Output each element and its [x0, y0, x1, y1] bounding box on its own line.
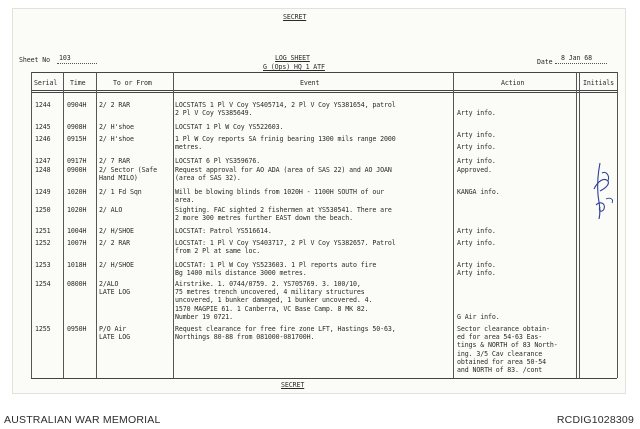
col-rule-action-2 — [579, 72, 580, 378]
event-cell-line: from 2 Pl at same loc. — [175, 247, 261, 256]
from-cell-line: 2/ALO — [99, 280, 119, 288]
event-cell-line: 2 Pl V Coy YS385649. — [175, 109, 253, 118]
time-cell: 0904H — [67, 101, 87, 109]
event-cell-line: Airstrike. 1. 0744/0759. 2. YS705769. 3. 100/10, — [175, 280, 361, 288]
action-cell-line: Arty info. — [457, 157, 496, 165]
event-cell-line: LOCSTAT: 1 Pl W Coy YS523603. 1 Pl reports auto fire — [175, 261, 377, 269]
from-cell-line: P/O Air — [99, 325, 127, 333]
header-bottom-rule-2 — [31, 92, 617, 93]
serial-cell: 1249 — [35, 188, 51, 196]
action-cell-line: Approved. — [457, 166, 492, 174]
log-sheet-page — [12, 8, 626, 394]
from-cell-line: 2/ 1 Fd Sqn — [99, 188, 142, 196]
from-cell-line: 2/ 2 RAR — [99, 101, 130, 109]
serial-cell: 1244 — [35, 101, 51, 109]
col-rule-action — [576, 72, 577, 378]
event-cell-line: area. — [175, 196, 195, 205]
event-cell-line: LOCSTATS 1 Pl V Coy YS405714, 2 Pl V Coy YS381654, patrol — [175, 101, 396, 109]
action-cell-line: ed for area 54-63 Eas- — [457, 333, 543, 342]
event-cell-line: Sighting. FAC sighted 2 fishermen at YS530541. There are — [175, 206, 392, 214]
col-rule-left — [31, 72, 32, 378]
event-cell-line: 2 more 300 metres further EAST down the beach. — [175, 214, 354, 223]
action-cell-line: Arty info. — [457, 109, 496, 118]
column-header-event: Event — [300, 79, 320, 87]
date-value: 8 Jan 68 — [561, 54, 592, 62]
time-cell: 1004H — [67, 227, 87, 235]
time-cell: 1020H — [67, 188, 87, 196]
time-cell: 0800H — [67, 280, 87, 288]
action-cell-line: Arty info. — [457, 261, 496, 269]
event-cell-line: Bg 1400 mils distance 3000 metres. — [175, 269, 307, 278]
serial-cell: 1255 — [35, 325, 51, 333]
column-header-serial: Serial — [34, 79, 58, 87]
event-cell-line: Will be blowing blinds from 1020H - 1100H SOUTH of our — [175, 188, 384, 196]
time-cell: 0950H — [67, 325, 87, 333]
action-cell-line: Arty info. — [457, 131, 496, 140]
serial-cell: 1248 — [35, 166, 51, 174]
classification-bottom: SECRET — [281, 381, 305, 389]
serial-cell: 1245 — [35, 123, 51, 131]
event-cell-line: Northings 80-88 from 081000-081700H. — [175, 333, 315, 342]
action-cell-line: ing. 3/5 Cav clearance — [457, 349, 543, 358]
serial-cell: 1253 — [35, 261, 51, 269]
classification-top: SECRET — [283, 13, 307, 21]
time-cell: 0915H — [67, 135, 87, 143]
archive-name: AUSTRALIAN WAR MEMORIAL — [4, 414, 161, 426]
sheet-number: 103 — [59, 54, 71, 62]
serial-cell: 1247 — [35, 157, 51, 165]
from-cell-line: LATE LOG — [99, 288, 130, 297]
from-cell-line: 2/ Sector (Safe — [99, 166, 158, 174]
unit-name: G (Ops) HQ 1 ATF — [263, 63, 325, 71]
action-cell-line: and NORTH of 83. /cont — [457, 366, 543, 374]
event-cell-line: metres. — [175, 143, 203, 152]
time-cell: 0908H — [67, 123, 87, 131]
header-bottom-rule — [31, 90, 617, 91]
event-cell-line: LOCSTAT 6 Pl YS359676. — [175, 157, 261, 165]
event-cell-line: (area of SAS 32). — [175, 174, 241, 183]
serial-cell: 1251 — [35, 227, 51, 235]
action-cell-line: KANGA info. — [457, 188, 500, 196]
col-rule-serial — [63, 72, 64, 378]
time-cell: 1020H — [67, 206, 87, 214]
from-cell-line: LATE LOG — [99, 333, 130, 342]
event-cell-line: Request clearance for free fire zone LFT, Hastings 50-63, — [175, 325, 396, 333]
column-header-from: To or From — [113, 79, 152, 87]
from-cell-line: 2/ H'shoe — [99, 135, 134, 143]
log-sheet-title: LOG SHEET — [275, 54, 310, 62]
event-cell-line: 1 Pl W Coy reports SA frinig bearing 1300 mils range 2000 — [175, 135, 396, 143]
col-rule-time — [96, 72, 97, 378]
date-rule — [555, 63, 607, 64]
action-cell-line: Arty info. — [457, 143, 496, 152]
sheet-label: Sheet No — [19, 56, 50, 64]
time-cell: 1007H — [67, 239, 87, 247]
time-cell: 1018H — [67, 261, 87, 269]
serial-cell: 1246 — [35, 135, 51, 143]
event-cell-line: Number 19 0721. — [175, 312, 234, 321]
column-header-initials: Initials — [583, 79, 614, 87]
from-cell-line: 2/ 7 RAR — [99, 157, 130, 165]
from-cell-line: 2/ H'shoe — [99, 123, 134, 131]
table-top-rule — [31, 72, 617, 73]
event-cell-line: 75 metres trench uncovered, 4 military structures — [175, 288, 365, 297]
event-cell-line: uncovered, 1 bunker damaged, 1 bunker uncovered. 4. — [175, 296, 373, 305]
time-cell: 0900H — [67, 166, 87, 174]
serial-cell: 1252 — [35, 239, 51, 247]
from-cell-line: 2/ ALO — [99, 206, 123, 214]
table-bottom-rule — [31, 378, 617, 379]
action-cell-line: Arty info. — [457, 227, 496, 235]
date-label: Date — [537, 58, 553, 66]
archive-reference: RCDIG1028309 — [556, 414, 634, 426]
from-cell-line: Hand MILO) — [99, 174, 138, 183]
column-header-action: Action — [501, 79, 525, 87]
col-rule-from — [173, 72, 174, 378]
from-cell-line: 2/ H/SHOE — [99, 227, 134, 235]
action-cell-line: obtained for area 50-54 — [457, 357, 547, 366]
event-cell-line: Request approval for AO ADA (area of SAS 22) and AO JOAN — [175, 166, 392, 174]
column-header-time: Time — [70, 79, 86, 87]
event-cell-line: LOCSTAT: 1 Pl V Coy YS403717, 2 Pl V Coy YS382657. Patrol — [175, 239, 396, 247]
event-cell-line: LOCSTAT: Patrol YS516614. — [175, 227, 272, 235]
action-cell-line: Arty info. — [457, 269, 496, 278]
col-rule-event — [453, 72, 454, 378]
from-cell-line: 2/ H/SHOE — [99, 261, 134, 269]
action-cell-line: Sector clearance obtain- — [457, 325, 550, 333]
serial-cell: 1254 — [35, 280, 51, 288]
action-cell-line: Arty info. — [457, 239, 496, 247]
serial-cell: 1250 — [35, 206, 51, 214]
event-cell-line: LOCSTAT 1 Pl W Coy YS522603. — [175, 123, 284, 131]
handwritten-initials-signature — [588, 159, 618, 221]
from-cell-line: 2/ 2 RAR — [99, 239, 130, 247]
action-cell-line: tings & NORTH of 83 North- — [457, 341, 558, 350]
sheet-number-rule — [57, 63, 97, 64]
archive-caption-bar — [0, 411, 640, 429]
time-cell: 0917H — [67, 157, 87, 165]
col-rule-right — [617, 72, 618, 378]
event-cell-line: 1570 MAGPIE 61. 1 Canberra, VC Base Camp. 8 MK 82. — [175, 304, 369, 313]
action-cell-line: G Air info. — [457, 312, 500, 321]
